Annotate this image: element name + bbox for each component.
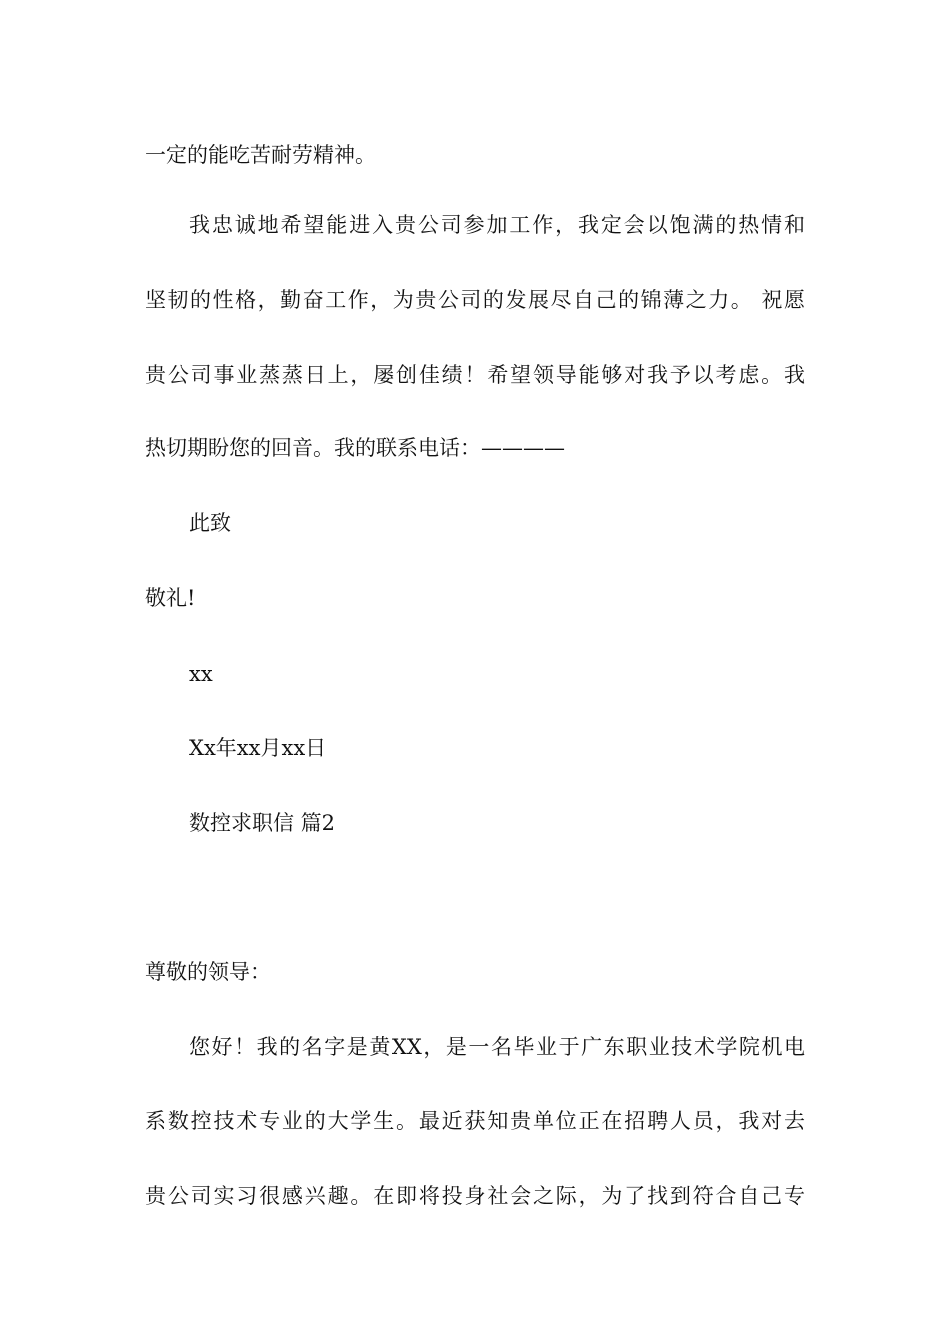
- closing-regards: 敬礼!: [145, 586, 196, 610]
- signature-name: xx: [189, 662, 213, 686]
- text-line: 贵公司事业蒸蒸日上，屡创佳绩！希望领导能够对我予以考虑。我: [145, 363, 805, 387]
- section-heading: 数控求职信 篇2: [189, 811, 336, 835]
- text-line: 您好！我的名字是黄XX，是一名毕业于广东职业技术学院机电: [189, 1035, 805, 1059]
- text-line: 系数控技术专业的大学生。最近获知贵单位正在招聘人员，我对去: [145, 1109, 805, 1133]
- text-line: 坚韧的性格，勤奋工作，为贵公司的发展尽自己的锦薄之力。 祝愿: [145, 288, 805, 312]
- text-line: 热切期盼您的回音。我的联系电话：————: [145, 436, 565, 460]
- text-line: 贵公司实习很感兴趣。在即将投身社会之际，为了找到符合自己专: [145, 1184, 805, 1208]
- signature-date: Xx年xx月xx日: [189, 736, 327, 760]
- text-line: 一定的能吃苦耐劳精神。: [145, 143, 376, 167]
- letter-greeting: 尊敬的领导：: [145, 960, 271, 984]
- closing-salutation: 此致: [189, 511, 231, 535]
- text-line: 我忠诚地希望能进入贵公司参加工作，我定会以饱满的热情和: [189, 213, 805, 237]
